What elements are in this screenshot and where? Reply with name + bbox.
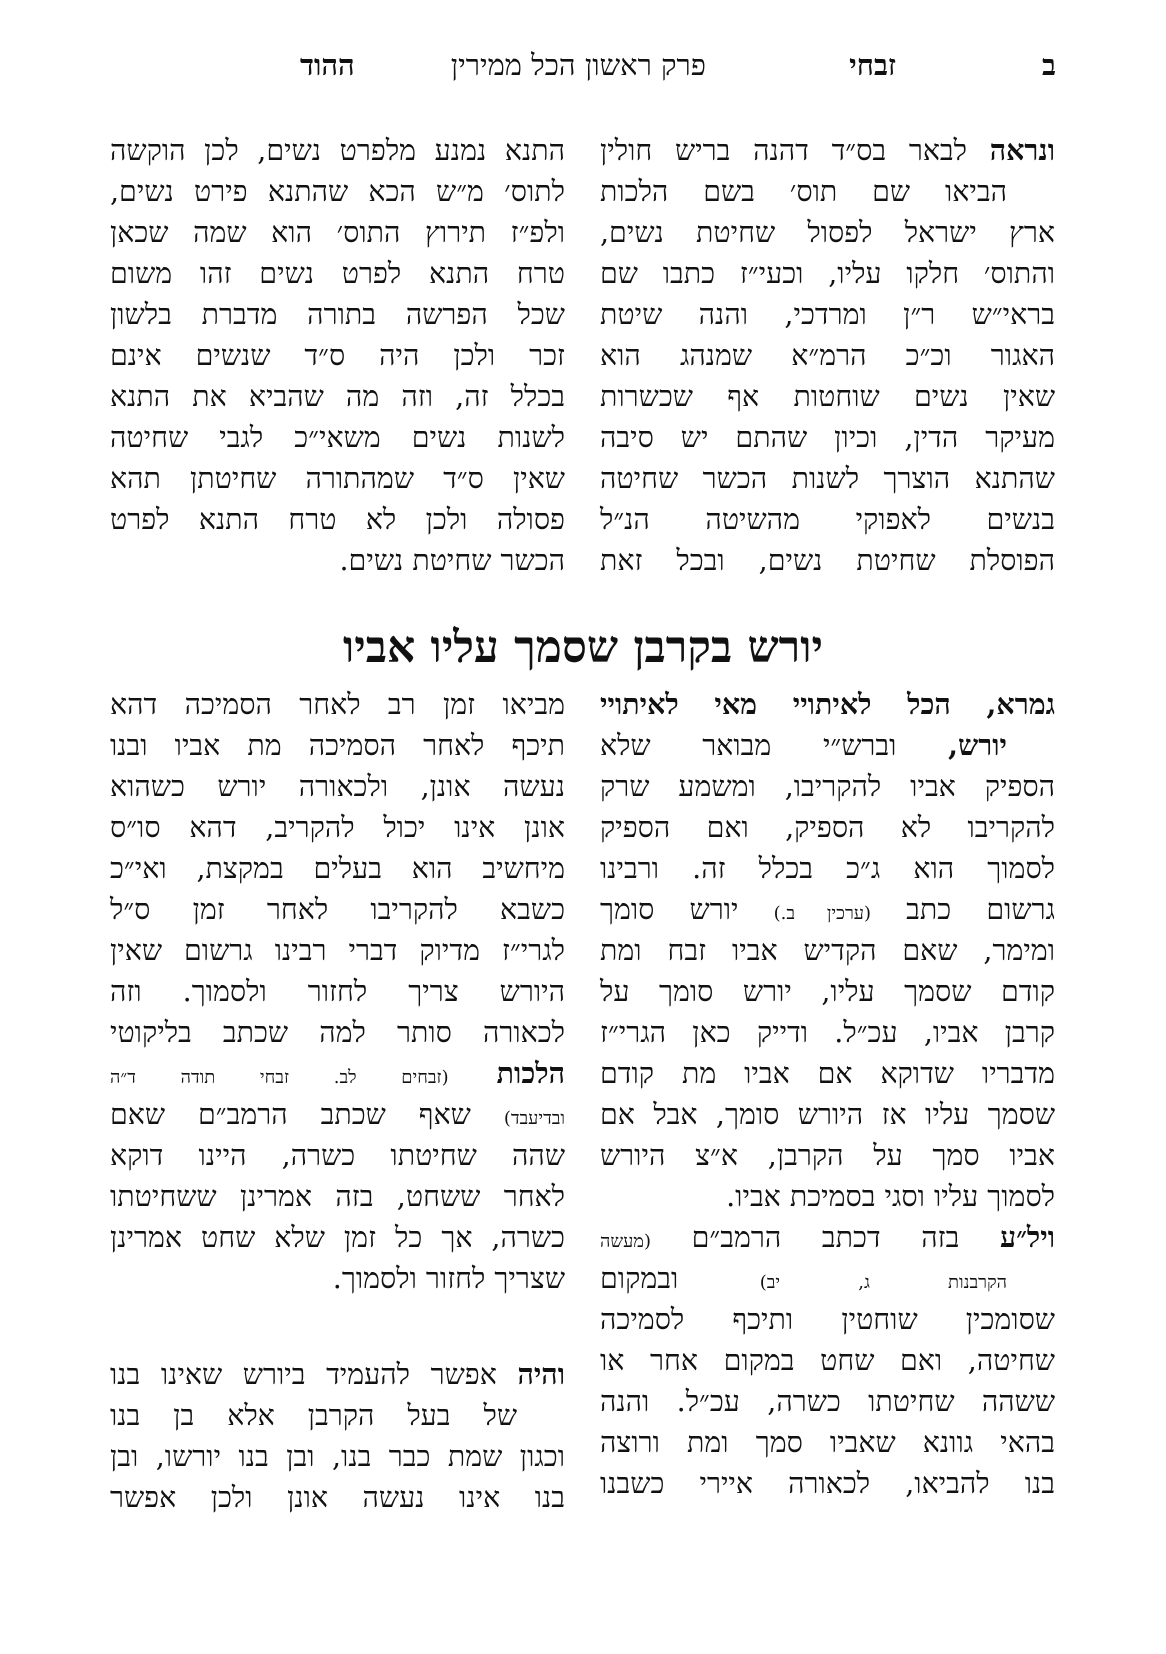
gemara-right-column: גמרא, הכל לאיתויי מאי לאיתויי יורש, וברש״י מבואר שלא הספיק אביו להקריבו, ומשמע שרק להקריבו לא הספיק, ואם הספיק לסמוך הוא ג״כ בכלל זה. ורבינו גרשום כתב (ערכין ב.) יורש סומך ומימר, שאם הקדיש אביו זבח ומת קודם שסמך עליו, יורש סומך על קרבן אביו, עכ״ל. ודייק כאן הגרי״ז מדבריו שדוקא אם אביו מת קודם שסמך עליו אז היורש סומך, אבל אם אביו סמך על הקרבן, א״צ היורש לסמוך עליו וסגי בסמיכת אביו. ויל״ע בזה דכתב הרמב״ם (מעשה הקרבנות ג, יב) ובמקום שסומכין שוחטין ותיכף לסמיכה שחיטה, ואם שחט במקום אחר או ששהה שחיטתו כשרה, עכ״ל. והנה בהאי גוונא שאביו סמך ומת ורוצה בנו להביאו, לכאורה איירי כשבנו — [600, 687, 1055, 1500]
page-letter: ב — [1042, 48, 1056, 82]
running-header — [300, 48, 1056, 98]
bottom-left-column: והיה אפשר להעמיד ביורש שאינו בנו של בעל הקרבן אלא בן בנו וכגון שמת כבר בנו, ובן בנו יורשו, ובן בנו אינו נעשה אונן ולכן אפשר — [110, 1357, 565, 1514]
section-heading: יורש בקרבן שסמך עליו אביו — [342, 622, 824, 673]
chapter-name: פרק ראשון הכל ממירין — [450, 48, 706, 82]
book-title: ההוד — [300, 48, 355, 82]
top-left-column: התנא נמנע מלפרט נשים, לכן הוקשה לתוס׳ מ״ש הכא שהתנא פירט נשים, ולפ״ז תירוץ התוס׳ הוא שמה שכאן טרח התנא לפרט נשים זהו משום שכל הפרשה בתורה מדברת בלשון זכר ולכן היה ס״ד שנשים אינם בכלל זה, וזה מה שהביא את התנא לשנות נשים משאי״כ לגבי שחיטה שאין ס״ד שמהתורה שחיטתן תהא פסולה ולכן לא טרח התנא לפרט הכשר שחיטת נשים. — [110, 134, 565, 577]
gemara-left-column: מביאו זמן רב לאחר הסמיכה דהא תיכף לאחר הסמיכה מת אביו ובנו נעשה אונן, ולכאורה יורש כשהוא אונן אינו יכול להקריב, דהא סו״ס מיחשיב הוא בעלים במקצת, ואי״כ כשבא להקריבו לאחר זמן ס״ל לגרי״ז מדיוק דברי רבינו גרשום שאין היורש צריך לחזור ולסמוך. וזה לכאורה סותר למה שכתב בליקוטי הלכות (זבחים לב. זבחי תודה ד״ה ובדיעבד) שאף שכתב הרמב״ם שאם שהה שחיטתו כשרה, היינו דוקא לאחר ששחט, בזה אמרינן ששחיטתו כשרה, אך כל זמן שלא שחט אמרינן שצריך לחזור ולסמוך. — [110, 688, 566, 1295]
top-right-column: ונראה לבאר בס״ד דהנה בריש חולין הביאו שם תוס׳ בשם הלכות ארץ ישראל לפסול שחיטת נשים, והתוס׳ חלקו עליו, וכעי״ז כתבו שם בראי״ש ר״ן ומרדכי, והנה שיטת האגור וכ״כ הרמ״א שמנהג הוא שאין נשים שוחטות אף שכשרות מעיקר הדין, וכיון שהתם יש סיבה שהתנא הוצרך לשנות הכשר שחיטה בנשים לאפוקי מהשיטה הנ״ל הפוסלת שחיטת נשים, ובכל זאת — [600, 133, 1055, 577]
tractate-name: זבחי — [849, 48, 896, 82]
